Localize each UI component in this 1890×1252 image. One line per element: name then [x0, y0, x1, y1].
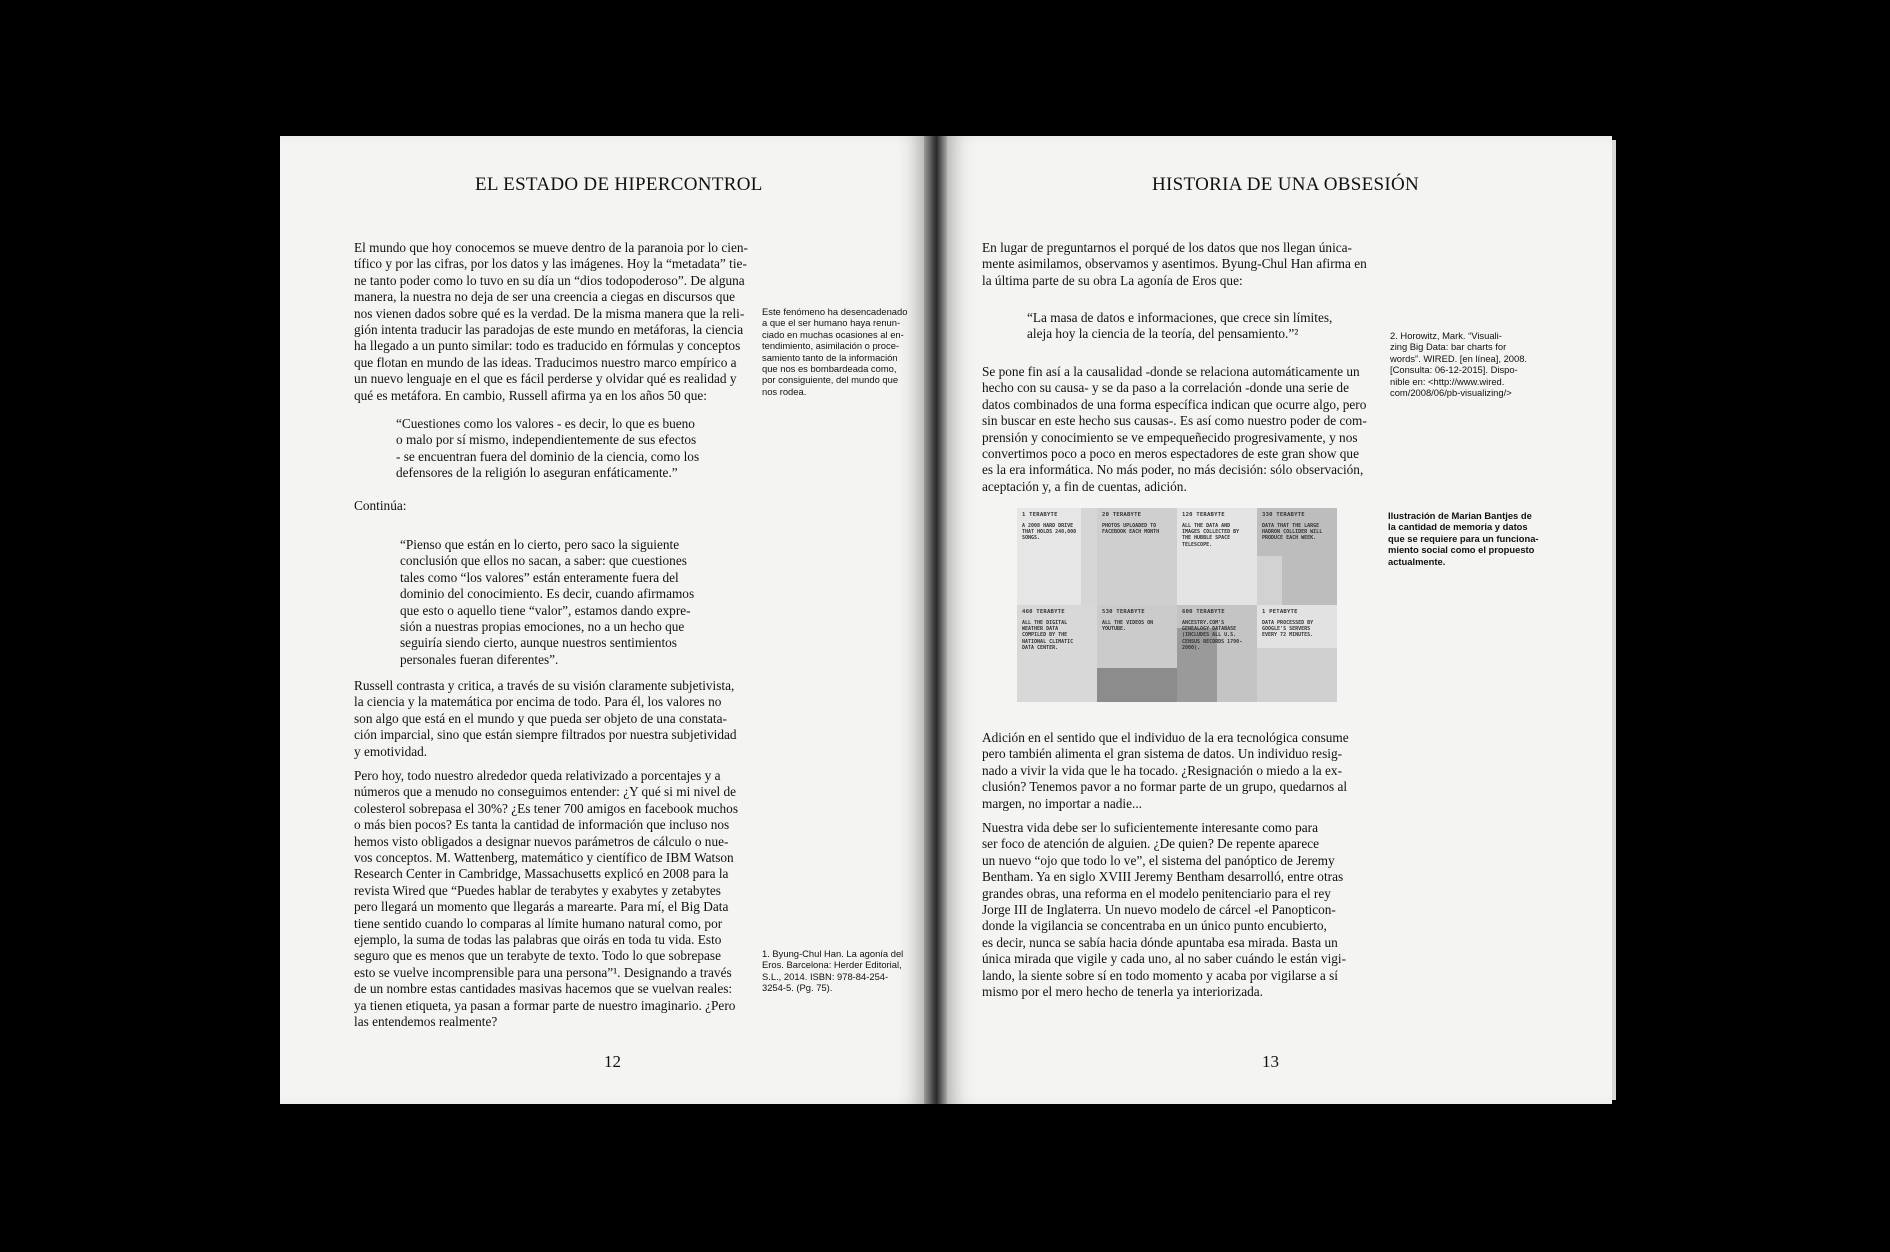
- left-quote-2: “Pienso que están en lo cierto, pero saco la siguiente conclusión que ellos no sacan, a saber: que cuestiones tales como “los valores” están enteramente fuera del dominio del conocimiento. Es decir, cuando afirmamos que esto o aquello tiene “valor”, estamos dando expre- sión a nuestras propias emociones, no a un hecho que seguiría siendo cierto, aunque nuestros sentimientos personales fueran diferentes”.: [400, 537, 695, 667]
- left-page-title: EL ESTADO DE HIPERCONTROL: [475, 174, 763, 195]
- infographic-cell-460tb: 460 TERABYTE ALL THE DIGITAL WEATHER DATA COMPILED BY THE NATIONAL CLIMATIC DATA CENTER.: [1022, 609, 1074, 651]
- left-quote-1: “Cuestiones como los valores - es decir, lo que es bueno o malo por sí mismo, independientemente de sus efectos - se encuentran fuera del dominio de la ciencia, como los defensores de la religión lo aseguran enfáticamente.”: [396, 416, 700, 481]
- infographic-cell-600tb: 600 TERABYTE ANCESTRY.COM'S GENEALOGY DATABASE (INCLUDES ALL U.S. CENSUS RECORDS 1790-2000).: [1182, 609, 1243, 651]
- infographic-cell-330tb: 330 TERABYTE DATA THAT THE LARGE HADRON COLLIDER WILL PRODUCE EACH WEEK.: [1262, 512, 1323, 542]
- left-page-number: 12: [604, 1052, 621, 1071]
- infographic-caption: Ilustración de Marian Bantjes de la cantidad de memoria y datos que se requiere para un funciona- miento social como el propuesto actualmente.: [1388, 510, 1539, 567]
- right-para-4: Nuestra vida debe ser lo suficientemente interesante como para ser foco de atención de alguien. ¿De quien? De repente aparece un nuevo “ojo que todo lo ve”, el sistema del panóptico de Jeremy Bentham. Ya en siglo XVIII Jeremy Bentham desarrolló, entre otras grandes obras, una reforma en el modelo penitenciario para el rey Jorge III de Inglaterra. Un nuevo modelo de cárcel -el Panopticon- donde la vigilancia se concentraba en un único punto encubierto, es decir, nunca se sabía hacia dónde apuntaba esa mirada. Basta un única mirada que vigile y cada uno, al no saber cuándo le están vigi- lando, la siente sobre sí en todo momento y acaba por vigilarse a sí mismo por el mero hecho de tenerla ya interiorizada.: [982, 820, 1347, 1000]
- left-footnote: 1. Byung-Chul Han. La agonía del Eros. Barcelona: Herder Editorial, S.L., 2014. ISBN: 978-84-254- 3254-5. (Pg. 75).: [762, 948, 904, 994]
- terabyte-infographic: [1017, 508, 1337, 702]
- right-para-2: Se pone fin así a la causalidad -donde se relaciona automáticamente un hecho con su causa- y se da paso a la correlación -donde una serie de datos combinados de una forma específica indican que ocurre algo, pero sin buscar en este hecho sus causas-. Es así como nuestro poder de com- prensión y conocimiento se ve empequeñecido progresivamente, y nos convertimos poco a poco en meros espectadores de este gran show que es la era informática. No más poder, no más decisión: sólo observación, aceptación y, a fin de cuentas, adición.: [982, 364, 1367, 494]
- infographic-cell-530tb: 530 TERABYTE ALL THE VIDEOS ON YOUTUBE.: [1102, 609, 1154, 633]
- infographic-cell-1tb: 1 TERABYTE A 2008 HARD DRIVE THAT HOLDS 240,000 SONGS.: [1022, 512, 1077, 542]
- right-quote: “La masa de datos e informaciones, que crece sin límites, aleja hoy la ciencia de la teoría, del pensamiento.”²: [1027, 310, 1333, 342]
- right-page-title: HISTORIA DE UNA OBSESIÓN: [1152, 174, 1420, 195]
- right-para-1: En lugar de preguntarnos el porqué de los datos que nos llegan única- mente asimilamos, observamos y asentimos. Byung-Chul Han afirma en la última parte de su obra La agonía de Eros que:: [982, 240, 1367, 288]
- infographic-cell-20tb: 20 TERABYTE PHOTOS UPLOADED TO FACEBOOK EACH MONTH: [1102, 512, 1160, 536]
- left-para-1: El mundo que hoy conocemos se mueve dentro de la paranoia por lo cien- tífico y por las cifras, por los datos y las imágenes. Hoy la “metadata” tie- ne tanto poder como lo tuvo en su día un “dios todopoderoso”. De alguna manera, la nuestra no deja de ser una creencia a ciegas en discursos que nos vienen dados sobre qué es la verdad. De la misma manera que la reli- gión intenta traducir las paradojas de este mundo en metáforas, la ciencia ha llegado a un punto similar: todo es traducido en fórmulas y conceptos que flotan en mundo de las ideas. Traducimos nuestro marco empírico a un nuevo lenguaje en el que es fácil perderse y olvidar qué es realidad y qué es metáfora. En cambio, Russell afirma ya en los años 50 que:: [354, 240, 748, 403]
- infographic-cell-1pb: 1 PETABYTE DATA PROCESSED BY GOOGLE'S SERVERS EVERY 72 MINUTES.: [1262, 609, 1314, 639]
- continua-label: Continúa:: [354, 498, 407, 513]
- right-footnote: 2. Horowitz, Mark. “Visuali- zing Big Data: bar charts for words”. WIRED. [en línea], 2008. [Consulta: 06-12-2015]. Dispo- nible en: <http://www.wired. com/2008/06/pb-visualizing/>: [1390, 330, 1528, 399]
- book-gutter: [924, 136, 947, 1104]
- right-para-3: Adición en el sentido que el individuo de la era tecnológica consume pero también alimenta el gran sistema de datos. Un individuo resig- nado a vivir la vida que le ha tocado. ¿Resignación o miedo a la ex- clusión? Tenemos pavor a no formar parte de un grupo, quedarnos al margen, no importar a nadie...: [982, 730, 1349, 811]
- left-para-3: Pero hoy, todo nuestro alrededor queda relativizado a porcentajes y a números que a menudo no conseguimos entender: ¿Y qué si mi nivel de colesterol sobrepasa el 30%? ¿Es tener 700 amigos en facebook muchos o más bien pocos? Es tanta la cantidad de información que incluso nos hemos visto obligados a designar nuevos parámetros de cálculo o nue- vos conceptos. M. Wattenberg, matemático y científico de IBM Watson Research Center in Cambridge, Massachusetts explicó en 2008 para la revista Wired que “Puedes hablar de terabytes y exabytes y zetabytes pero llegará un momento que llegarás a marearte. Para mí, el Big Data tiene sentido cuando lo comparas al límite humano natural como, por ejemplo, la suma de todas las palabras que oirás en toda tu vida. Esto seguro que es menos que un terabyte de texto. Todo lo que sobrepase esto se vuelve incomprensible para una persona”¹. Designando a través de un nombre estas cantidades masivas hacemos que se vuelvan reales: ya tienen etiqueta, ya pasan a formar parte de nuestro imaginario. ¿Pero las entendemos realmente?: [354, 768, 738, 1030]
- left-para-2: Russell contrasta y critica, a través de su visión claramente subjetivista, la ciencia y la matemática por encima de todo. Para él, los valores no son algo que está en el mundo y que pueda ser objeto de una constata- ción imparcial, sino que están siempre filtrados por nuestra subjetividad y emotividad.: [354, 678, 737, 759]
- right-page-number: 13: [1262, 1052, 1279, 1071]
- left-sidenote: Este fenómeno ha desencadenado a que el ser humano haya renun- ciado en muchas ocasiones al en- tendimiento, asimilación o proce- samiento tanto de la información que nos es bombardeada como, por consiguiente, del mundo que nos rodea.: [762, 306, 908, 397]
- infographic-cell-120tb: 120 TERABYTE ALL THE DATA AND IMAGES COLLECTED BY THE HUBBLE SPACE TELESCOPE.: [1182, 512, 1240, 548]
